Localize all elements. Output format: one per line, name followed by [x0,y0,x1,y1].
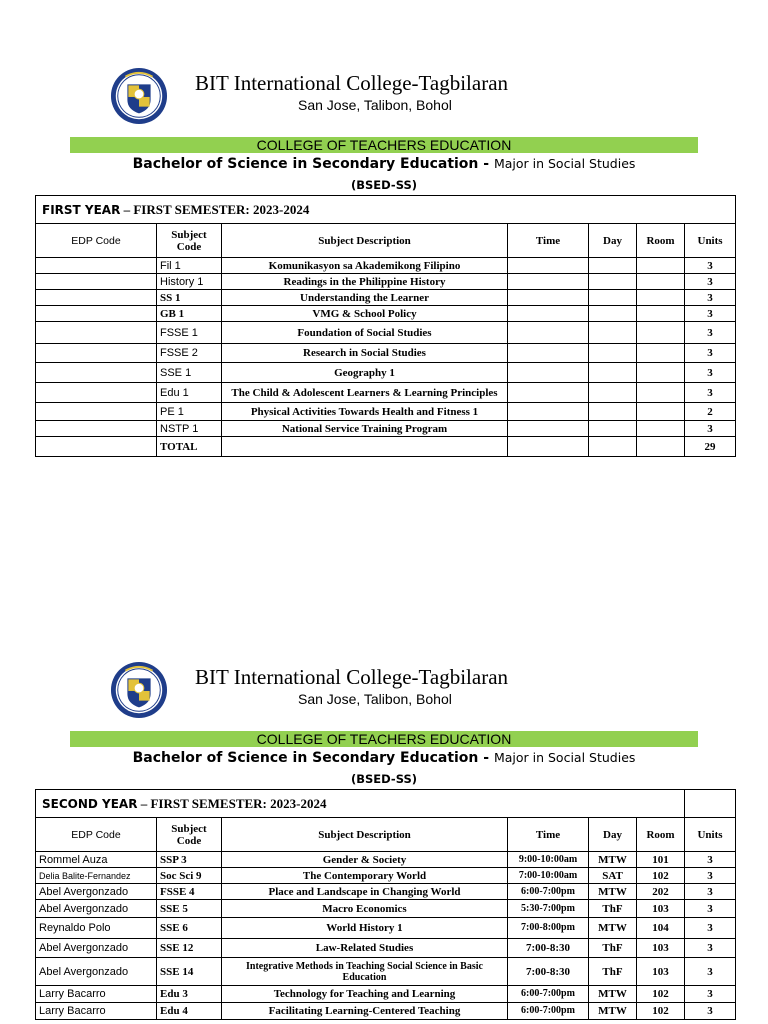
total-row: TOTAL 29 [36,437,736,457]
col-day: Day [589,818,637,852]
col-time: Time [508,818,589,852]
table-row: FSSE 1 Foundation of Social Studies 3 [36,322,736,344]
column-header-row [36,224,736,258]
table-row: Abel Avergonzado SSE 12 Law-Related Studies 7:00-8:30 ThF 103 3 [36,939,736,958]
table-row: Rommel Auza SSP 3 Gender & Society 9:00-10:00am MTW 101 3 [36,852,736,868]
college-name: BIT International College-Tagbilaran [195,665,509,689]
table-row: Larry Bacarro Edu 4 Facilitating Learning-Centered Teaching 6:00-7:00pm MTW 102 3 [36,1003,736,1020]
first-year-schedule-table [35,195,736,457]
college-seal-icon [110,67,168,125]
col-desc: Subject Description [222,818,508,852]
program-title: Bachelor of Science in Secondary Education - Major in Social Studies [132,750,636,766]
col-code: Subject Code [157,224,222,258]
table-row: GB 1 VMG & School Policy 3 [36,306,736,322]
table-row: Fil 1 Komunikasyon sa Akademikong Filipino 3 [36,258,736,274]
col-time: Time [508,224,589,258]
table-row: Abel Avergonzado FSSE 4 Place and Landscape in Changing World 6:00-7:00pm MTW 202 3 [36,884,736,900]
table-row: PE 1 Physical Activities Towards Health and Fitness 1 2 [36,403,736,421]
col-edp: EDP Code [36,818,157,852]
table-row: Reynaldo Polo SSE 6 World History 1 7:00-8:00pm MTW 104 3 [36,918,736,939]
program-abbreviation: (BSED-SS) [351,178,417,192]
table-row: Abel Avergonzado SSE 14 Integrative Methods in Teaching Social Science in Basic Education 7:00-8:30 ThF 103 3 [36,958,736,986]
table-row: Delia Balite-Fernandez Soc Sci 9 The Contemporary World 7:00-10:00am SAT 102 3 [36,868,736,884]
table-row: Larry Bacarro Edu 3 Technology for Teaching and Learning 6:00-7:00pm MTW 102 3 [36,986,736,1003]
col-edp: EDP Code [36,224,157,258]
year-semester-heading: FIRST YEAR – FIRST SEMESTER: 2023-2024 [36,196,736,224]
department-banner: COLLEGE OF TEACHERS EDUCATION [70,137,698,153]
college-address: San Jose, Talibon, Bohol [298,691,452,707]
table-row: SS 1 Understanding the Learner 3 [36,290,736,306]
program-title: Bachelor of Science in Secondary Education - Major in Social Studies [132,156,636,172]
college-name: BIT International College-Tagbilaran [195,71,509,95]
col-room: Room [637,224,685,258]
table-row: NSTP 1 National Service Training Program 3 [36,421,736,437]
table-row: Abel Avergonzado SSE 5 Macro Economics 5:30-7:00pm ThF 103 3 [36,900,736,918]
program-abbreviation: (BSED-SS) [351,772,417,786]
college-seal-icon [110,661,168,719]
table-row: History 1 Readings in the Philippine History 3 [36,274,736,290]
table-row: SSE 1 Geography 1 3 [36,363,736,383]
col-code: Subject Code [157,818,222,852]
col-units: Units [685,224,736,258]
total-units: 29 [685,437,736,457]
col-day: Day [589,224,637,258]
table-row: Edu 1 The Child & Adolescent Learners & Learning Principles 3 [36,383,736,403]
table-row: FSSE 2 Research in Social Studies 3 [36,344,736,363]
second-year-schedule-table [35,789,736,1020]
col-units: Units [685,818,736,852]
column-header-row [36,818,736,852]
col-room: Room [637,818,685,852]
college-address: San Jose, Talibon, Bohol [298,97,452,113]
year-semester-heading: SECOND YEAR – FIRST SEMESTER: 2023-2024 [36,790,685,818]
col-desc: Subject Description [222,224,508,258]
department-banner: COLLEGE OF TEACHERS EDUCATION [70,731,698,747]
